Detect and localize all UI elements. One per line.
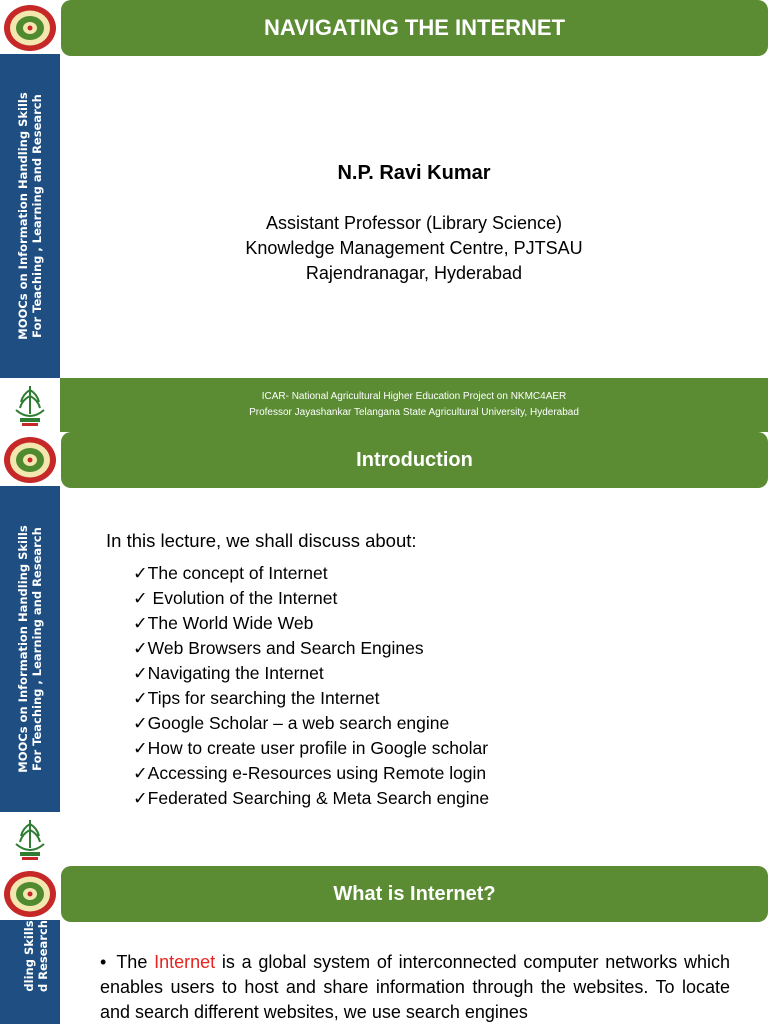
list-item: ✓Google Scholar – a web search engine: [133, 713, 450, 733]
course-title-line1: MOOCs on Information Handling Skills: [16, 525, 30, 773]
list-item: ✓The World Wide Web: [133, 613, 314, 633]
affiliation-line: Knowledge Management Centre, PJTSAU: [245, 238, 583, 258]
affiliation-line: Rajendranagar, Hyderabad: [305, 263, 523, 283]
list-item: ✓Federated Searching & Meta Search engine: [133, 788, 490, 808]
project-footer: [60, 378, 768, 432]
course-title-line2: d Research: [36, 920, 50, 992]
footer-line: Professor Jayashankar Telangana State Agricultural University, Hyderabad: [249, 407, 579, 418]
definition-text-start: The: [116, 952, 155, 972]
course-title-line1: MOOCs on Information Handling Skills: [16, 92, 30, 340]
bullet-marker: •: [100, 952, 107, 972]
slide-heading: Introduction: [356, 448, 473, 471]
course-title-band: [0, 920, 60, 1024]
list-item: ✓How to create user profile in Google scholar: [133, 738, 489, 758]
slide-what-is-internet: [0, 866, 768, 1024]
course-title-band: [0, 486, 60, 812]
footer-line: ICAR- National Agricultural Higher Education Project on NKMC4AER: [261, 391, 567, 402]
course-title: [16, 525, 44, 772]
course-title-line2: For Teaching , Learning and Research: [30, 527, 44, 771]
university-seal-icon: [3, 436, 57, 484]
list-item: ✓ Evolution of the Internet: [133, 588, 338, 608]
course-title-line1: dling Skills: [22, 920, 36, 992]
icar-wheat-icon: [6, 814, 54, 862]
icar-wheat-icon: [6, 380, 54, 428]
slide-introduction: [0, 432, 768, 866]
list-item: ✓Navigating the Internet: [133, 663, 324, 683]
list-item: ✓Accessing e-Resources using Remote login: [133, 763, 487, 783]
list-item: ✓The concept of Internet: [133, 563, 328, 583]
course-title-partial: [22, 920, 50, 992]
university-seal-icon: [3, 4, 57, 52]
intro-lead-text: In this lecture, we shall discuss about:: [106, 530, 417, 551]
course-title-line2: For Teaching , Learning and Research: [30, 94, 44, 338]
sidebar: [0, 432, 60, 866]
author-name: N.P. Ravi Kumar: [337, 162, 491, 184]
presentation-title: NAVIGATING THE INTERNET: [263, 15, 566, 40]
slide-heading: What is Internet?: [333, 882, 496, 905]
list-item: ✓Tips for searching the Internet: [133, 688, 380, 708]
slide-title-bar: [61, 432, 768, 488]
sidebar: [0, 866, 60, 1024]
slide-title: [0, 0, 768, 432]
course-title-band: [0, 54, 60, 378]
university-seal-icon: [3, 870, 57, 918]
topic-list: [133, 561, 489, 811]
sidebar: [0, 0, 60, 432]
definition-text-rest: is a global system of interconnected computer networks which enables users to host and share information through the websites. To locate and search different websites, we use search engines: [100, 952, 730, 1022]
course-title: [16, 92, 44, 339]
slide-title-bar: [61, 0, 768, 56]
author-affiliation: [60, 211, 768, 286]
list-item: ✓Web Browsers and Search Engines: [133, 638, 424, 658]
internet-definition: [100, 950, 730, 1024]
slide-title-bar: [61, 866, 768, 922]
affiliation-line: Assistant Professor (Library Science): [265, 213, 563, 233]
highlighted-term: Internet: [154, 952, 216, 972]
